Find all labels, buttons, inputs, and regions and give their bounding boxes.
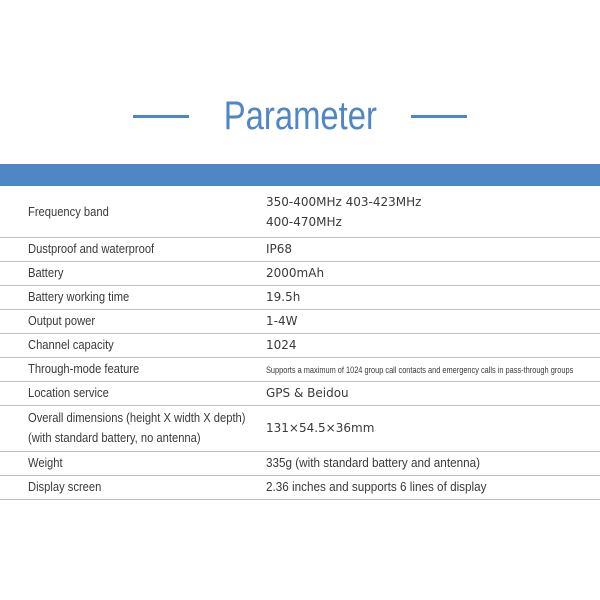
row-value: 1024 <box>250 333 600 357</box>
row-value: 2.36 inches and supports 6 lines of display <box>250 475 600 499</box>
title-left-rule <box>133 115 189 118</box>
row-value: Supports a maximum of 1024 group call contacts and emergency calls in pass-through groups <box>250 357 600 381</box>
table-row <box>0 187 600 237</box>
table-row <box>0 357 600 381</box>
row-label: Location service <box>0 381 250 405</box>
table-row <box>0 261 600 285</box>
table-row <box>0 237 600 261</box>
row-label: Battery <box>0 261 250 285</box>
row-label: Weight <box>0 451 250 475</box>
row-value: 2000mAh <box>250 261 600 285</box>
title-right-rule <box>411 115 467 118</box>
row-label: Overall dimensions (height X width X depth) (with standard battery, no antenna) <box>0 405 250 451</box>
parameter-table <box>0 187 600 500</box>
table-row <box>0 475 600 499</box>
row-label: Dustproof and waterproof <box>0 237 250 261</box>
row-label: Channel capacity <box>0 333 250 357</box>
row-value: GPS & Beidou <box>250 381 600 405</box>
table-row <box>0 333 600 357</box>
page-title: Parameter <box>223 93 377 138</box>
row-label: Frequency band <box>0 187 250 237</box>
row-value: 19.5h <box>250 285 600 309</box>
row-label: Through-mode feature <box>0 357 250 381</box>
row-value: 335g (with standard battery and antenna) <box>250 451 600 475</box>
row-value: 131×54.5×36mm <box>250 405 600 451</box>
table-row <box>0 405 600 451</box>
row-label: Output power <box>0 309 250 333</box>
row-label: Display screen <box>0 475 250 499</box>
table-row <box>0 451 600 475</box>
row-value: IP68 <box>250 237 600 261</box>
table-row <box>0 285 600 309</box>
table-row <box>0 381 600 405</box>
row-label: Battery working time <box>0 285 250 309</box>
table-row <box>0 309 600 333</box>
table-header-bar <box>0 164 600 186</box>
page-header <box>0 88 600 144</box>
row-value: 1-4W <box>250 309 600 333</box>
row-value: 350-400MHz 403-423MHz 400-470MHz <box>250 187 600 237</box>
